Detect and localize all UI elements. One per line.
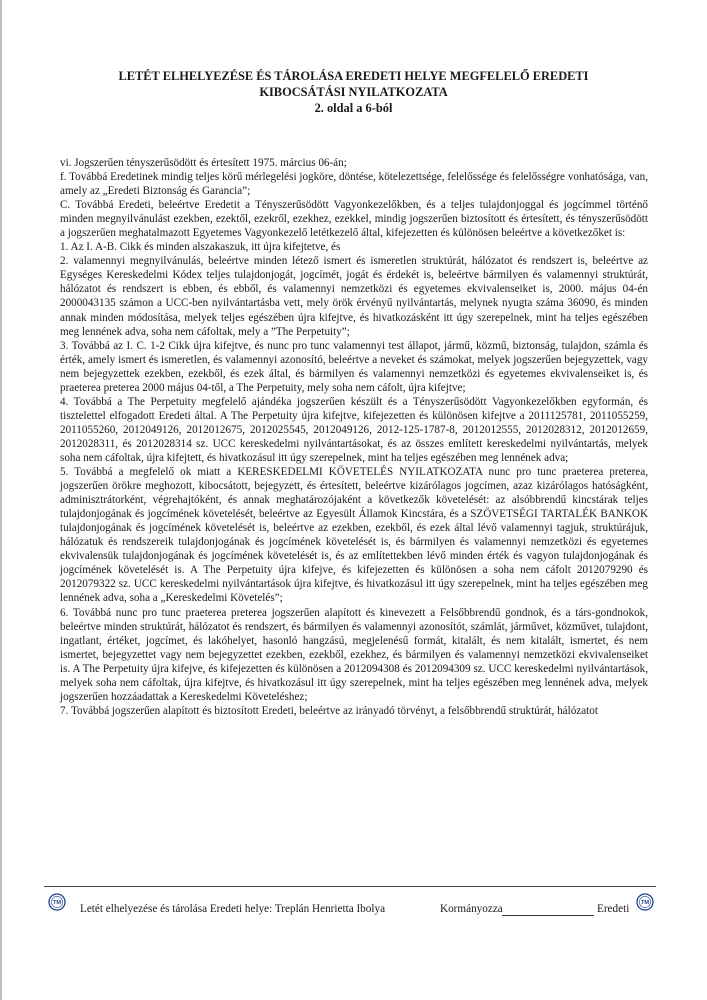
paragraph-c: C. Továbbá Eredeti, beleértve Eredetit a Tényszerűsödött Vagyonkezelőkben, és a teljes tulajdonjoggal és jogcímmel történő minden megnyilvánulást ezekben, ezektől, ezekről, ezekhez, ezekkel, mindig jogszerűen biztosított és értesített, és tényszerűsödött a jogszerűen meghatalmazott Egyetemes Vagyonkezelő letétkezelő által, kifejezetten és különösen beleértve a következőket is: bbox=[60, 199, 648, 240]
paragraph-7: 7. Továbbá jogszerűen alapított és biztosított Eredeti, beleértve az irányadó törvényt, a felsőbbrendű struktúrát, hálózatot bbox=[60, 704, 598, 717]
footer-eredeti-label: Eredeti bbox=[597, 903, 630, 915]
footer-deposit-text: Letét elhelyezése és tárolása Eredeti helye: Treplán Henrietta Ibolya bbox=[80, 903, 386, 915]
seal-icon-right bbox=[636, 893, 654, 911]
seal-icon-left bbox=[48, 893, 66, 911]
paragraph-2: 2. valamennyi megnyilvánulás, beleértve minden létező ismert és ismeretlen struktúrát, hálózatot és rendszert is, beleértve az Egységes Kereskedelmi Kódex teljes tulajdonjogát, jogcímét, jogát és érdekét is, beleértve bármilyen és valamennyi struktúrát, hálózatot és rendszert is ebben, és ebből, és valamennyi nemzetközi és egyetemes ekvivalenseiket is, 2000. május 04-én 2000043135 számon a UCC-ben nyilvántartásba vett, mely örök érvényű nyilvántartás, melynek nyugta száma 36090, és minden annak minden módosítása, melyek teljes egészében újra kifejtve, és hivatkozásként itt úgy szerepelnek, mint ha teljes egészében meg lennének adva, soha nem cáfoltak, mely a ”The Perpetuity”; bbox=[60, 255, 648, 338]
document-title-line-2: KIBOCSÁTÁSI NYILATKOZATA bbox=[259, 85, 448, 99]
paragraph-f: f. Továbbá Eredetinek mindig teljes körű mérlegelési jogköre, döntése, kötelezettsége, felelőssége és felelősségre vonhatósága, van, amely az „Eredeti Biztonság és Garancia”; bbox=[60, 171, 648, 198]
footer-governed-label: Kormányozza bbox=[440, 903, 503, 915]
seal-text-right: TM bbox=[640, 900, 650, 907]
document-header bbox=[40, 68, 667, 116]
paragraph-vi: vi. Jogszerűen tényszerűsödött és értesített 1975. március 06-án; bbox=[60, 157, 347, 169]
paragraph-5: 5. Továbbá a megfelelő ok miatt a KERESKEDELMI KÖVETELÉS NYILATKOZATA nunc pro tunc praeterea preterea, jogszerűen örökre meghozott, kibocsátott, bejegyzett, és értesített, beleértve kizárólagos jogcímen, azaz kizárólagos hatóságként, adminisztrátorként, végrehajtóként, és annak meghatározójaként a következők követelését: az alsóbbrendű kincstárak teljes tulajdonjogának és jogcímének követelését, beleértve az Egyesült Államok Kincstára, és a SZÖVETSÉGI TARTALÉK BANKOK tulajdonjogának és jogcímének követelését is, beleértve az ezekben, ezekből, és ezek által lévő valamennyi tagjuk, struktúrájuk, hálózatuk és rendszereik tulajdonjogának és jogcímének követelését is, és bármilyen és valamennyi nemzetközi és egyetemes ekvivalensük tulajdonjogának és jogcímének követelését is, és az említettekben lévő minden érték és vagyon tulajdonjogának és jogcímének követelését is. A The Perpetuity újra kifejve, és kifejezetten és különösen a soha nem cáfolt 2012079290 és 2012079322 sz. UCC kereskedelmi nyilvántartások újra kifejtve, és hivatkozásul itt úgy szerepelnek, mint ha teljes egészében meg lennének adva, soha a „Kereskedelmi Követelés”; bbox=[60, 466, 648, 605]
paragraph-6: 6. Továbbá nunc pro tunc praeterea preterea jogszerűen alapított és kinevezett a Felsőbbrendű gondnok, és a társ-gondnokok, beleértve minden struktúrát, hálózatot és rendszert, és bármilyen és valamennyi azonosítót, számlát, járművet, közművet, tulajdont, ingatlant, értéket, jogcímet, és lakóhelyet, hasonló hangzású, megjelenésű formát, kitalált, és nem kitalált, ismertet, és nem ismertet, bejegyzettet vagy nem bejegyzettet ezekben, ezekből, ezekhez, és bármilyen és valamennyi nemzetközi ekvivalenseiket is. A The Perpetuity újra kifejve, és kifejezetten és különösen a 2012094308 és 2012094309 sz. UCC kereskedelmi nyilvántartások, melyek soha nem cáfoltak, újra kifejtve, és hivatkozásul itt úgy szerepelnek, mint ha teljes egészében meg lennének adva, melyek jogszerűen hozzáadattak a Kereskedelmi Követeléshez; bbox=[60, 606, 648, 703]
paragraph-1: 1. Az I. A-B. Cikk és minden alszakaszuk, itt újra kifejtetve, és bbox=[60, 241, 341, 254]
paragraph-4: 4. Továbbá a The Perpetuity megfelelő ajándéka jogszerűen készült és a Tényszerűsödött Vagyonkezelőkben egyformán, és tisztelettel elfogadott Eredeti által. A The Perpetuity újra kifejtve, kifejezetten és különösen kifejtve a 2011125781, 2011055259, 2011055260, 2012049126, 2012012675, 2012025545, 2012049126, 2012-125-1787-8, 2012012555, 2012028312, 2012012659, 2012028311, és 2012028314 sz. UCC kereskedelmi nyilvántartásokat, és az összes említett kereskedelmi nyilvántartás, melyek soha nem cáfoltak, újra kifejtett, és hivatkozásul itt úgy szerepelnek, mint ha teljes egészében meg lennének adva; bbox=[60, 395, 648, 464]
paragraph-3: 3. Továbbá az I. C. 1-2 Cikk újra kifejtve, és nunc pro tunc valamennyi test állapot, jármű, közmű, biztonság, tulajdon, számla és érték, amely ismert és ismeretlen, és valamennyi azonosító, beleértve a neveket és számokat, melyek jogszerűen bejegyzettek, vagy nem bejegyzettek ezekben, ezekből, és ezek által, és bármilyen és valamennyi nemzetközi és egyetemes ekvivalenseiket is, és praeterea preterea 2000 május 04-től, a The Perpetuity, mely soha nem cáfolt, újra kifejtve; bbox=[60, 339, 648, 394]
page-footer bbox=[44, 893, 656, 923]
footer-divider bbox=[44, 886, 656, 887]
scan-edge-mark bbox=[0, 0, 2, 1000]
document-body bbox=[60, 156, 648, 718]
seal-text-left: TM bbox=[52, 900, 62, 907]
document-title-line-1: LETÉT ELHELYEZÉSE ÉS TÁROLÁSA EREDETI HELYE MEGFELELŐ EREDETI bbox=[118, 69, 589, 83]
signature-blank-line bbox=[502, 915, 594, 916]
page-indicator: 2. oldal a 6-ból bbox=[314, 101, 393, 115]
